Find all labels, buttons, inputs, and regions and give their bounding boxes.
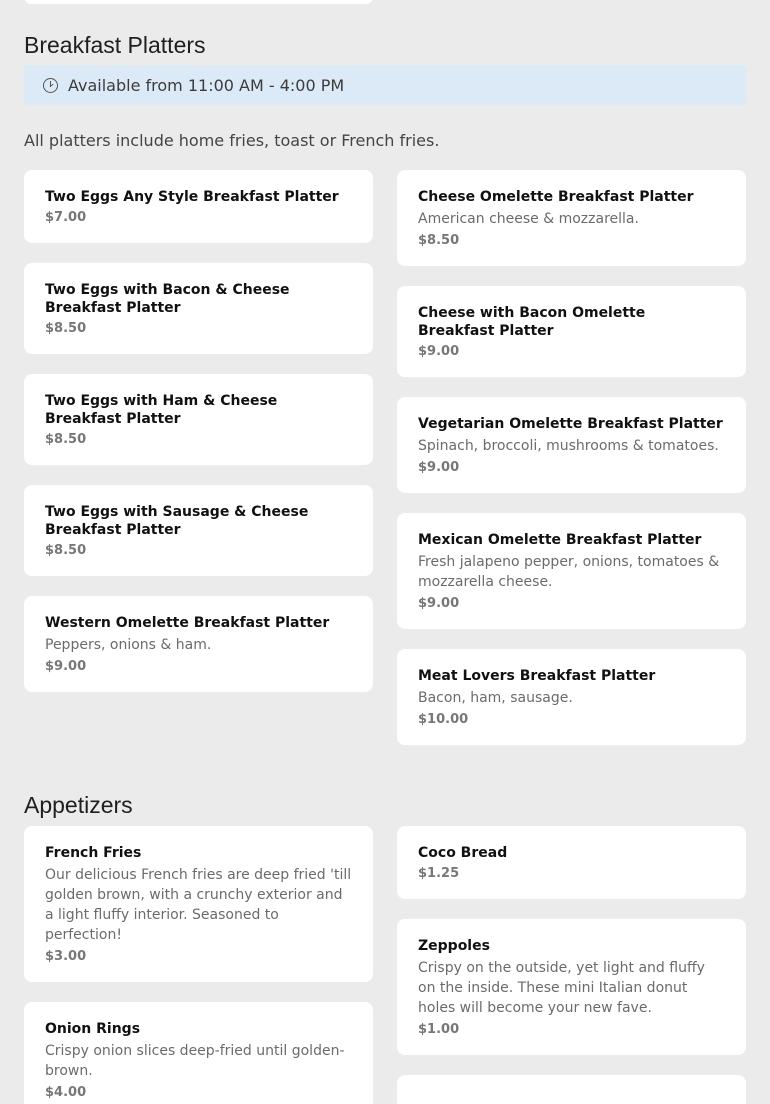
section-note: All platters include home fries, toast or French fries. xyxy=(24,131,440,150)
menu-item-name: Two Eggs with Sausage & Cheese Breakfast Platter xyxy=(45,504,309,538)
menu-item-price: $8.50 xyxy=(418,233,460,248)
menu-item-card[interactable] xyxy=(24,1002,373,1104)
menu-item-price: $1.00 xyxy=(418,1022,460,1037)
menu-item-price: $8.50 xyxy=(45,432,87,447)
menu-item-price: $9.00 xyxy=(45,659,87,674)
clock-icon xyxy=(43,78,58,93)
menu-item-name: French Fries xyxy=(45,845,142,861)
menu-item-card[interactable] xyxy=(24,596,373,692)
menu-item-price: $7.00 xyxy=(45,210,87,225)
appetizers-right-column xyxy=(397,826,746,1104)
menu-item-price: $9.00 xyxy=(418,344,460,359)
menu-item-card[interactable] xyxy=(24,485,373,576)
menu-item-description: Spinach, broccoli, mushrooms & tomatoes. xyxy=(418,438,719,454)
menu-item-card[interactable] xyxy=(397,170,746,266)
menu-item-description: Our delicious French fries are deep fried 'till golden brown, with a crunchy exterior and a light fluffy interior. Seasoned to perfection! xyxy=(45,867,352,943)
menu-item-price: $1.25 xyxy=(418,866,460,881)
menu-item-name: Mexican Omelette Breakfast Platter xyxy=(418,532,702,548)
menu-item-name: Cheese with Bacon Omelette Breakfast Platter xyxy=(418,305,646,339)
menu-item-name: Vegetarian Omelette Breakfast Platter xyxy=(418,416,723,432)
menu-item-price: $10.00 xyxy=(418,712,469,727)
menu-item-description: Bacon, ham, sausage. xyxy=(418,690,573,706)
section-title-breakfast-platters: Breakfast Platters xyxy=(24,32,206,58)
menu-item-card[interactable] xyxy=(24,374,373,465)
menu-item-name: Cheese Omelette Breakfast Platter xyxy=(418,189,694,205)
menu-item-price: $9.00 xyxy=(418,460,460,475)
menu-item-name: Meat Lovers Breakfast Platter xyxy=(418,668,656,684)
menu-item-card[interactable] xyxy=(24,170,373,243)
appetizers-left-column xyxy=(24,826,373,1104)
menu-item-card[interactable] xyxy=(24,826,373,982)
section-title-appetizers: Appetizers xyxy=(24,792,133,818)
menu-item-card[interactable] xyxy=(397,1075,746,1104)
menu-item-name: Two Eggs with Ham & Cheese Breakfast Platter xyxy=(45,393,278,427)
menu-item-name: Coco Bread xyxy=(418,845,508,861)
menu-item-price: $9.00 xyxy=(418,596,460,611)
menu-item-name: Two Eggs with Bacon & Cheese Breakfast Platter xyxy=(45,282,290,316)
menu-item-name: Two Eggs Any Style Breakfast Platter xyxy=(45,189,339,205)
menu-item-card[interactable] xyxy=(24,0,373,4)
menu-item-card[interactable] xyxy=(397,397,746,493)
menu-item-description: Crispy on the outside, yet light and fluffy on the inside. These mini Italian donut holes will become your new fave. xyxy=(418,960,705,1016)
menu-item-description: American cheese & mozzarella. xyxy=(418,211,639,227)
menu-item-card[interactable] xyxy=(397,919,746,1055)
menu-item-price: $8.50 xyxy=(45,321,87,336)
menu-item-description: Fresh jalapeno pepper, onions, tomatoes & mozzarella cheese. xyxy=(418,554,720,590)
availability-text: Available from 11:00 AM - 4:00 PM xyxy=(68,75,345,95)
menu-item-price: $3.00 xyxy=(45,949,87,964)
menu-item-card[interactable] xyxy=(397,649,746,745)
menu-item-description: Peppers, onions & ham. xyxy=(45,637,212,653)
breakfast-right-column xyxy=(397,170,746,765)
menu-item-card[interactable] xyxy=(397,286,746,377)
menu-item-price: $8.50 xyxy=(45,543,87,558)
menu-item-card[interactable] xyxy=(24,263,373,354)
menu-item-name: Zeppoles xyxy=(418,938,490,954)
menu-item-description: Crispy onion slices deep-fried until golden-brown. xyxy=(45,1043,345,1079)
menu-item-price: $4.00 xyxy=(45,1085,87,1100)
availability-banner xyxy=(24,65,746,105)
menu-item-name: Western Omelette Breakfast Platter xyxy=(45,615,330,631)
menu-item-card[interactable] xyxy=(397,513,746,629)
breakfast-left-column xyxy=(24,170,373,712)
menu-item-card[interactable] xyxy=(397,826,746,899)
menu-item-name: Onion Rings xyxy=(45,1021,141,1037)
